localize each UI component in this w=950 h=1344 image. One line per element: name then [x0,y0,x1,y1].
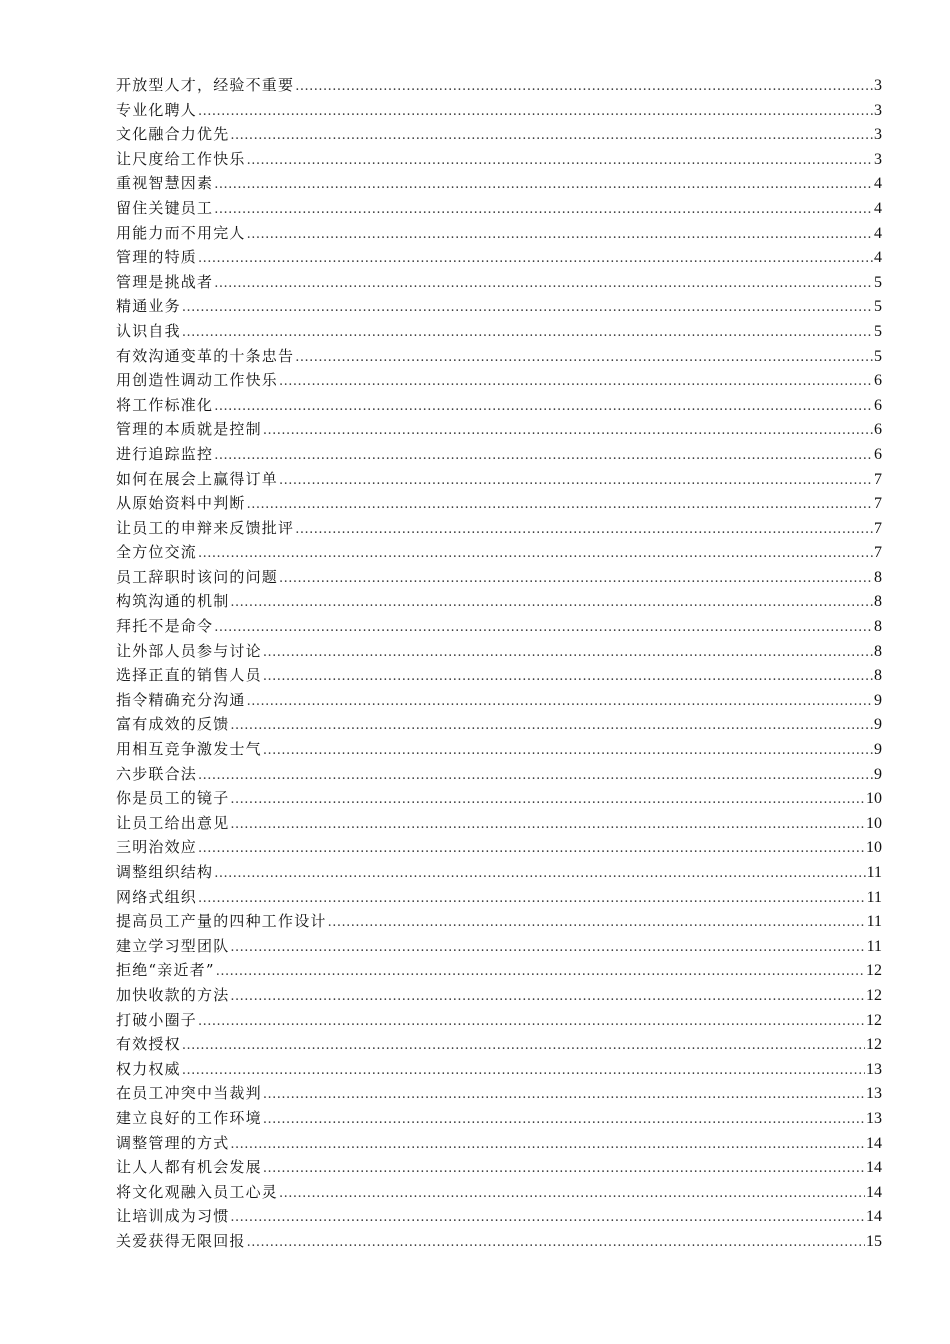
toc-entry-page-number: 11 [866,888,882,906]
toc-entry[interactable] [116,762,882,787]
toc-entry-page-number: 14 [866,1183,882,1201]
toc-entry-page-number: 4 [874,224,882,242]
toc-dot-leader [247,223,873,248]
toc-entry[interactable] [116,663,882,688]
toc-entry-title: 进行追踪监控 [116,444,214,463]
toc-entry-page-number: 8 [874,593,882,611]
toc-entry-page-number: 10 [866,790,882,808]
toc-entry-title: 让人人都有机会发展 [116,1158,262,1177]
toc-entry[interactable] [116,442,882,467]
toc-dot-leader [279,370,873,395]
toc-entry-page-number: 11 [866,864,882,881]
toc-entry-title: 在员工冲突中当裁判 [116,1084,262,1103]
toc-dot-leader [214,272,873,297]
toc-entry-page-number: 15 [866,1232,882,1250]
toc-dot-leader [279,1182,865,1207]
toc-entry-title: 将工作标准化 [116,395,214,414]
toc-entry-title: 有效授权 [116,1035,181,1054]
toc-dot-leader [182,296,873,321]
toc-dot-leader [247,493,873,518]
toc-entry-title: 员工辞职时该问的问题 [116,567,279,586]
toc-entry-page-number: 6 [874,396,882,414]
toc-entry-title: 六步联合法 [116,764,198,783]
toc-entry-title: 拜托不是命令 [116,617,214,636]
toc-entry[interactable] [116,171,882,196]
toc-entry-title: 网络式组织 [116,887,198,906]
toc-entry-title: 将文化观融入员工心灵 [116,1182,279,1201]
toc-entry-page-number: 4 [874,199,882,217]
toc-entry-title: 建立良好的工作环境 [116,1108,262,1127]
toc-dot-leader [230,1206,865,1231]
toc-entry[interactable] [116,270,882,295]
toc-dot-leader [263,1108,865,1133]
toc-entry-page-number: 6 [874,372,882,390]
toc-entry-title: 用创造性调动工作快乐 [116,371,279,390]
toc-entry-page-number: 9 [874,691,882,709]
toc-entry-title: 开放型人才，经验不重要 [116,76,295,94]
toc-entry-page-number: 13 [866,1060,882,1078]
toc-entry[interactable] [116,614,882,639]
toc-entry-page-number: 14 [866,1134,882,1152]
toc-dot-leader [214,616,873,641]
toc-entry-page-number: 4 [874,175,882,193]
toc-entry-title: 指令精确充分沟通 [116,690,246,709]
toc-entry-title: 构筑沟通的机制 [116,592,230,611]
toc-entry-title: 用能力而不用完人 [116,223,246,242]
toc-entry[interactable] [116,417,882,442]
toc-entry[interactable] [116,1106,882,1131]
toc-entry-title: 选择正直的销售人员 [116,666,262,685]
toc-entry-page-number: 3 [874,150,882,168]
toc-entry-title: 如何在展会上赢得订单 [116,469,279,488]
toc-entry-page-number: 8 [874,618,882,636]
toc-entry[interactable] [116,811,882,836]
toc-dot-leader [198,542,873,567]
toc-entry[interactable] [116,737,882,762]
toc-entry[interactable] [116,835,882,860]
toc-entry-title: 调整组织结构 [116,863,214,881]
toc-entry-page-number: 11 [866,937,882,955]
toc-entry-title: 三明治效应 [116,838,198,857]
toc-entry[interactable] [116,712,882,737]
toc-entry-page-number: 12 [866,1011,882,1029]
toc-dot-leader [263,739,873,764]
toc-dot-leader [263,665,873,690]
toc-dot-leader [247,149,873,174]
toc-entry[interactable] [116,540,882,565]
toc-entry-title: 你是员工的镜子 [116,789,230,808]
toc-entry[interactable] [116,147,882,172]
toc-entry-title: 从原始资料中判断 [116,494,246,513]
toc-dot-leader [214,444,873,469]
toc-dot-leader [230,1133,865,1158]
toc-entry-page-number: 11 [866,913,882,931]
toc-entry-page-number: 4 [874,249,882,267]
toc-dot-leader [295,518,873,543]
toc-entry-page-number: 8 [874,568,882,586]
toc-entry[interactable] [116,786,882,811]
toc-entry[interactable] [116,294,882,319]
toc-dot-leader [230,813,865,838]
toc-dot-leader [214,173,873,198]
toc-entry[interactable] [116,983,882,1008]
toc-entry-page-number: 6 [874,421,882,439]
toc-entry[interactable] [116,1057,882,1082]
toc-entry[interactable] [116,1008,882,1033]
toc-entry[interactable] [116,1155,882,1180]
toc-dot-leader [198,887,866,912]
toc-entry-page-number: 7 [874,495,882,513]
toc-dot-leader [182,1034,865,1059]
toc-entry-page-number: 14 [866,1159,882,1177]
toc-entry[interactable] [116,122,882,147]
toc-entry-page-number: 8 [874,667,882,685]
toc-dot-leader [182,1059,865,1084]
toc-entry-page-number: 9 [874,765,882,783]
toc-dot-leader [328,911,866,936]
toc-entry-page-number: 13 [866,1085,882,1103]
toc-dot-leader [198,1010,865,1035]
toc-entry[interactable] [116,221,882,246]
toc-entry-page-number: 9 [874,716,882,734]
toc-entry[interactable] [116,958,882,983]
toc-dot-leader [198,837,865,862]
toc-entry-page-number: 10 [866,814,882,832]
toc-entry-title: 精通业务 [116,297,181,316]
toc-dot-leader [230,788,865,813]
toc-entry-page-number: 12 [866,962,882,980]
toc-entry-page-number: 7 [874,519,882,537]
toc-entry[interactable] [116,934,882,959]
toc-entry-title: 留住关键员工 [116,198,214,217]
toc-entry-title: 调整管理的方式 [116,1133,230,1152]
toc-entry[interactable] [116,98,882,123]
toc-entry-title: 拒绝“亲近者” [116,961,215,980]
toc-dot-leader [230,714,873,739]
toc-entry-title: 让外部人员参与讨论 [116,641,262,660]
toc-entry[interactable] [116,885,882,910]
toc-entry[interactable] [116,1204,882,1229]
toc-entry[interactable] [116,368,882,393]
toc-entry-page-number: 9 [874,741,882,759]
toc-entry-title: 提高员工产量的四种工作设计 [116,912,327,931]
toc-dot-leader [247,690,873,715]
toc-entry-title: 专业化聘人 [116,100,198,119]
toc-dot-leader [230,591,873,616]
toc-entry-page-number: 8 [874,642,882,660]
toc-entry-page-number: 3 [874,101,882,119]
toc-entry[interactable] [116,245,882,270]
toc-entry[interactable] [116,196,882,221]
toc-entry-page-number: 3 [874,126,882,144]
toc-dot-leader [182,321,873,346]
toc-entry-page-number: 13 [866,1109,882,1127]
toc-dot-leader [230,936,865,961]
toc-entry-page-number: 10 [866,839,882,857]
toc-dot-leader [214,862,865,887]
toc-entry[interactable] [116,1229,882,1254]
toc-entry-page-number: 5 [874,347,882,365]
toc-entry-title: 文化融合力优先 [116,125,230,144]
toc-entry-title: 权力权威 [116,1059,181,1078]
toc-entry-title: 打破小圈子 [116,1010,198,1029]
toc-dot-leader [295,75,873,100]
toc-entry-title: 让培训成为习惯 [116,1207,230,1226]
toc-entry-page-number: 7 [874,470,882,488]
toc-entry-title: 建立学习型团队 [116,936,230,955]
toc-entry-title: 让员工给出意见 [116,813,230,832]
toc-entry-page-number: 5 [874,273,882,291]
toc-dot-leader [263,1157,865,1182]
toc-entry-title: 认识自我 [116,321,181,340]
toc-entry[interactable] [116,1081,882,1106]
toc-dot-leader [247,1231,865,1256]
toc-entry[interactable] [116,344,882,369]
toc-entry-title: 重视智慧因素 [116,174,214,193]
toc-entry[interactable] [116,516,882,541]
toc-dot-leader [230,985,865,1010]
toc-entry-title: 关爱获得无限回报 [116,1231,246,1250]
toc-entry-title: 富有成效的反馈 [116,715,230,734]
toc-entry-page-number: 5 [874,322,882,340]
toc-dot-leader [198,100,873,125]
toc-entry-title: 有效沟通变革的十条忠告 [116,346,295,365]
toc-entry[interactable] [116,909,882,934]
toc-dot-leader [263,641,873,666]
toc-entry[interactable] [116,393,882,418]
toc-entry[interactable] [116,1032,882,1057]
toc-dot-leader [279,469,873,494]
toc-entry-title: 用相互竞争激发士气 [116,740,262,759]
toc-entry-title: 让员工的申辩来反馈批评 [116,518,295,537]
toc-entry[interactable] [116,565,882,590]
toc-entry[interactable] [116,639,882,664]
toc-entry-title: 全方位交流 [116,543,198,562]
toc-dot-leader [214,198,873,223]
toc-entry[interactable] [116,319,882,344]
toc-entry-title: 管理是挑战者 [116,272,214,291]
toc-dot-leader [214,395,873,420]
toc-dot-leader [279,567,873,592]
toc-entry[interactable] [116,1131,882,1156]
toc-dot-leader [295,346,873,371]
toc-entry-page-number: 12 [866,1036,882,1054]
toc-dot-leader [216,960,865,985]
toc-entry-title: 加快收款的方法 [116,985,230,1004]
toc-entry-page-number: 3 [874,77,882,94]
toc-dot-leader [263,419,873,444]
toc-entry[interactable] [116,860,882,885]
toc-entry[interactable] [116,73,882,98]
toc-entry[interactable] [116,467,882,492]
toc-entry-title: 管理的本质就是控制 [116,420,262,439]
toc-dot-leader [198,764,873,789]
toc-dot-leader [198,247,873,272]
toc-entry-page-number: 6 [874,445,882,463]
toc-entry[interactable] [116,688,882,713]
toc-entry[interactable] [116,1180,882,1205]
toc-entry-page-number: 14 [866,1208,882,1226]
toc-entry-title: 管理的特质 [116,248,198,267]
toc-dot-leader [263,1083,865,1108]
table-of-contents [116,73,882,1254]
toc-entry-page-number: 12 [866,986,882,1004]
toc-entry[interactable] [116,589,882,614]
toc-dot-leader [230,124,873,149]
toc-entry[interactable] [116,491,882,516]
toc-entry-title: 让尺度给工作快乐 [116,149,246,168]
toc-entry-page-number: 5 [874,298,882,316]
toc-entry-page-number: 7 [874,544,882,562]
